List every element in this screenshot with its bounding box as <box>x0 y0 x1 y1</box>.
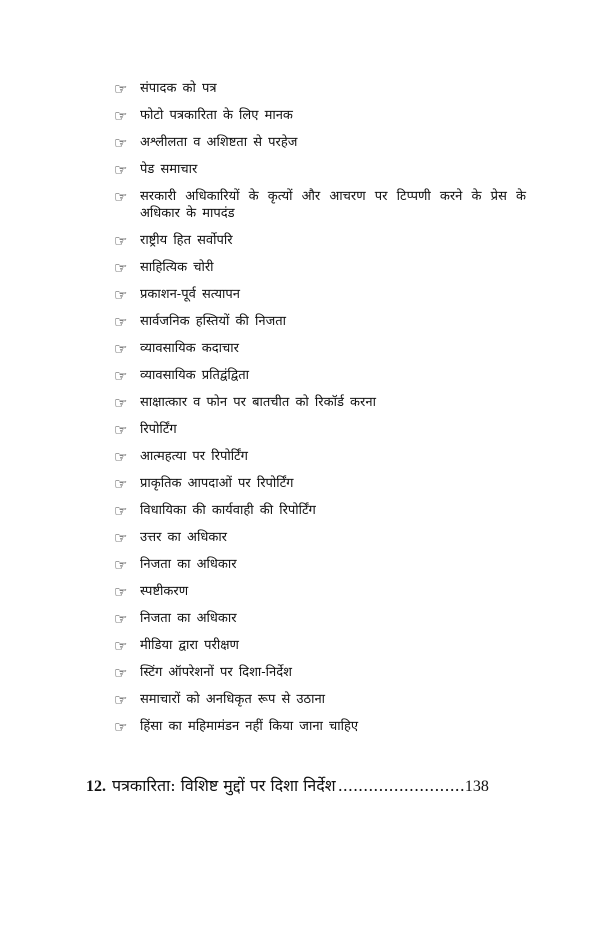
toc-chapter-entry <box>86 775 516 798</box>
toc-subitem-label: अश्लीलता व अशिष्टता से परहेज <box>140 135 298 150</box>
toc-subitem <box>114 80 526 97</box>
pointing-hand-icon: ☞ <box>114 691 128 709</box>
toc-subitem-label: संपादक को पत्र <box>140 81 217 96</box>
toc-subitem <box>114 664 526 681</box>
chapter-number: 12. <box>86 778 106 795</box>
toc-subitem <box>114 286 526 303</box>
chapter-page-number: 138 <box>464 778 489 795</box>
chapter-title: पत्रकारिता: विशिष्ट मुद्दों पर दिशा निर्देश <box>112 776 336 795</box>
pointing-hand-icon: ☞ <box>114 556 128 574</box>
pointing-hand-icon: ☞ <box>114 340 128 358</box>
pointing-hand-icon: ☞ <box>114 502 128 520</box>
toc-subitem <box>114 583 526 600</box>
toc-subitem-label: प्राकृतिक आपदाओं पर रिपोर्टिंग <box>140 476 294 491</box>
toc-subitem <box>114 718 526 735</box>
pointing-hand-icon: ☞ <box>114 421 128 439</box>
pointing-hand-icon: ☞ <box>114 475 128 493</box>
toc-subitem-label: सरकारी अधिकारियों के कृत्यों और आचरण पर टिप्पणी करने के प्रेस के अधिकार के मापदंड <box>140 189 526 221</box>
toc-subitem-label: विधायिका की कार्यवाही की रिपोर्टिंग <box>140 503 316 518</box>
toc-subitem-label: राष्ट्रीय हित सर्वोपरि <box>140 233 233 248</box>
toc-subitem <box>114 107 526 124</box>
pointing-hand-icon: ☞ <box>114 188 128 206</box>
toc-subitem-label: उत्तर का अधिकार <box>140 530 228 545</box>
toc-subitem-label: सार्वजनिक हस्तियों की निजता <box>140 314 286 329</box>
toc-subitem <box>114 448 526 465</box>
dot-leader: ......................... <box>337 776 465 795</box>
toc-subitem-label: स्पष्टीकरण <box>140 584 189 599</box>
toc-subitem-label: निजता का अधिकार <box>140 611 237 626</box>
toc-subitem <box>114 188 526 222</box>
toc-subitem <box>114 340 526 357</box>
pointing-hand-icon: ☞ <box>114 718 128 736</box>
toc-subitem-label: व्यावसायिक कदाचार <box>140 341 239 356</box>
pointing-hand-icon: ☞ <box>114 313 128 331</box>
toc-subitem <box>114 502 526 519</box>
pointing-hand-icon: ☞ <box>114 232 128 250</box>
toc-subitem <box>114 134 526 151</box>
toc-subitem-label: रिपोर्टिंग <box>140 422 177 437</box>
toc-subitem <box>114 475 526 492</box>
toc-subitem-label: हिंसा का महिमामंडन नहीं किया जाना चाहिए <box>140 719 359 734</box>
toc-subitem <box>114 232 526 249</box>
toc-subitem <box>114 556 526 573</box>
pointing-hand-icon: ☞ <box>114 637 128 655</box>
pointing-hand-icon: ☞ <box>114 367 128 385</box>
toc-subitem-list <box>114 80 526 745</box>
pointing-hand-icon: ☞ <box>114 664 128 682</box>
toc-subitem-label: प्रकाशन-पूर्व सत्यापन <box>140 287 241 302</box>
pointing-hand-icon: ☞ <box>114 107 128 125</box>
toc-subitem-label: पेड समाचार <box>140 162 198 177</box>
toc-subitem-label: साहित्यिक चोरी <box>140 260 214 275</box>
toc-subitem-label: फोटो पत्रकारिता के लिए मानक <box>140 108 293 123</box>
toc-subitem-label: आत्महत्या पर रिपोर्टिंग <box>140 449 248 464</box>
toc-subitem-label: समाचारों को अनधिकृत रूप से उठाना <box>140 692 326 707</box>
pointing-hand-icon: ☞ <box>114 448 128 466</box>
toc-subitem <box>114 529 526 546</box>
pointing-hand-icon: ☞ <box>114 286 128 304</box>
toc-subitem <box>114 161 526 178</box>
toc-subitem <box>114 637 526 654</box>
pointing-hand-icon: ☞ <box>114 259 128 277</box>
toc-subitem <box>114 394 526 411</box>
toc-subitem-label: व्यावसायिक प्रतिद्वंद्विता <box>140 368 250 383</box>
pointing-hand-icon: ☞ <box>114 610 128 628</box>
pointing-hand-icon: ☞ <box>114 583 128 601</box>
toc-subitem <box>114 421 526 438</box>
toc-subitem <box>114 367 526 384</box>
pointing-hand-icon: ☞ <box>114 80 128 98</box>
toc-subitem <box>114 313 526 330</box>
pointing-hand-icon: ☞ <box>114 529 128 547</box>
toc-subitem <box>114 259 526 276</box>
toc-subitem-label: साक्षात्कार व फोन पर बातचीत को रिकॉर्ड करना <box>140 395 376 410</box>
toc-subitem-label: निजता का अधिकार <box>140 557 237 572</box>
pointing-hand-icon: ☞ <box>114 394 128 412</box>
toc-subitem <box>114 691 526 708</box>
toc-subitem <box>114 610 526 627</box>
pointing-hand-icon: ☞ <box>114 134 128 152</box>
toc-subitem-label: स्टिंग ऑपरेशनों पर दिशा-निर्देश <box>140 665 293 680</box>
pointing-hand-icon: ☞ <box>114 161 128 179</box>
toc-subitem-label: मीडिया द्वारा परीक्षण <box>140 638 239 653</box>
